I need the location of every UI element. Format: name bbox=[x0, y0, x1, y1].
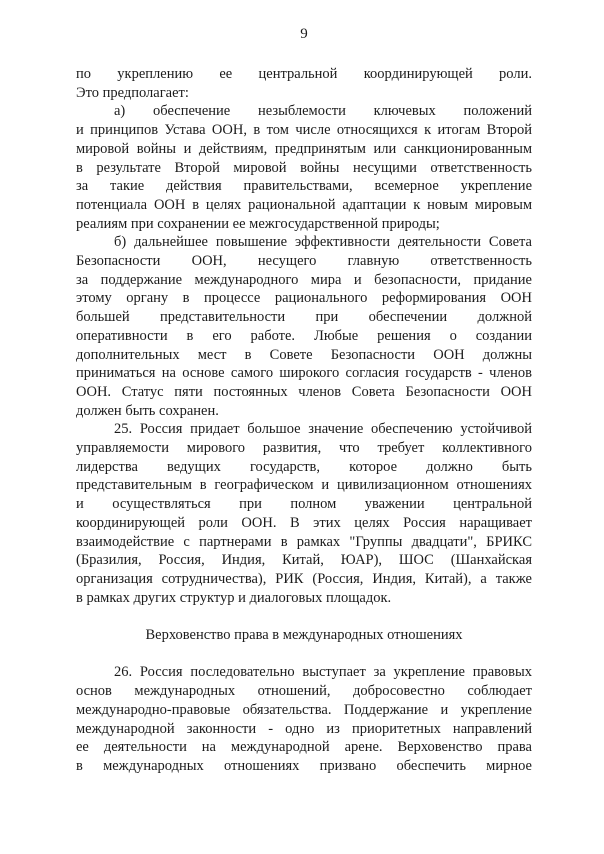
text-line: и осуществляться при полном уважении центральной bbox=[76, 496, 532, 513]
text-line: дополнительных мест в Совете Безопасности ООН должны bbox=[76, 346, 532, 363]
text-line: мировой войны и действиям, предпринятым или санкционированным bbox=[76, 140, 532, 157]
text-line: представительным в географическом и цивилизационном отношениях bbox=[76, 477, 532, 494]
text-line: основ международных отношений, добросовестно соблюдает bbox=[76, 683, 532, 700]
text-line: в рамках других структур и диалоговых площадок. bbox=[76, 589, 392, 606]
text-line: взаимодействие с партнерами в рамках "Группы двадцати", БРИКС bbox=[76, 533, 532, 550]
text-line: Безопасности ООН, несущего главную ответственность bbox=[76, 253, 532, 270]
document-body bbox=[0, 65, 604, 776]
text-line: (Бразилия, Россия, Индия, Китай, ЮАР), ШОС (Шанхайская bbox=[76, 552, 532, 569]
text-line: координирующей роли ООН. В этих целях Россия наращивает bbox=[76, 514, 532, 531]
text-line: большей представительности при обеспечении должной bbox=[76, 309, 532, 326]
text-line: по укреплению ее центральной координирующей роли. bbox=[76, 66, 532, 82]
text-line: за такие действия правительствами, всемерное укрепление bbox=[76, 178, 532, 195]
text-line: управляемости мирового развития, что требует коллективного bbox=[76, 440, 532, 457]
text-line: б) дальнейшее повышение эффективности деятельности Совета bbox=[114, 234, 532, 251]
text-line: лидерства ведущих государств, которое должно быть bbox=[76, 458, 532, 475]
text-line: ее деятельности на международной арене. Верховенство права bbox=[76, 739, 532, 756]
text-line: Это предполагает: bbox=[76, 84, 189, 101]
text-line: в результате Второй мировой войны несущими ответственность bbox=[76, 159, 532, 176]
section-heading: Верховенство права в международных отношениях bbox=[145, 627, 463, 644]
text-line: 26. Россия последовательно выступает за укрепление правовых bbox=[114, 664, 532, 681]
text-line: международно-правовые обязательства. Поддержание и укрепление bbox=[76, 701, 532, 718]
text-line: реалиям при сохранении ее межгосударственной природы; bbox=[76, 215, 440, 232]
text-line: должен быть сохранен. bbox=[76, 402, 219, 419]
text-line: и принципов Устава ООН, в том числе относящихся к итогам Второй bbox=[76, 122, 532, 139]
text-line: в международных отношениях призвано обеспечить мирное bbox=[76, 757, 532, 774]
text-line: потенциала ООН в целях рациональной адаптации к новым мировым bbox=[76, 196, 532, 213]
text-line: ООН. Статус пяти постоянных членов Совета Безопасности ООН bbox=[76, 383, 532, 400]
text-line: этому органу в процессе рационального реформирования ООН bbox=[76, 290, 532, 307]
text-line: организация сотрудничества), РИК (Россия, Индия, Китай), а также bbox=[76, 570, 532, 587]
text-line: а) обеспечение незыблемости ключевых положений bbox=[114, 103, 532, 120]
text-line: за поддержание международного мира и безопасности, придание bbox=[76, 271, 532, 288]
text-line: приниматься на основе самого широкого согласия государств - членов bbox=[76, 365, 532, 382]
text-line: международной законности - одно из приоритетных направлений bbox=[76, 720, 532, 737]
text-line: оперативности в его работе. Любые решения о создании bbox=[76, 327, 532, 344]
page-number: 9 bbox=[300, 26, 308, 42]
text-line: 25. Россия придает большое значение обеспечению устойчивой bbox=[114, 421, 532, 438]
